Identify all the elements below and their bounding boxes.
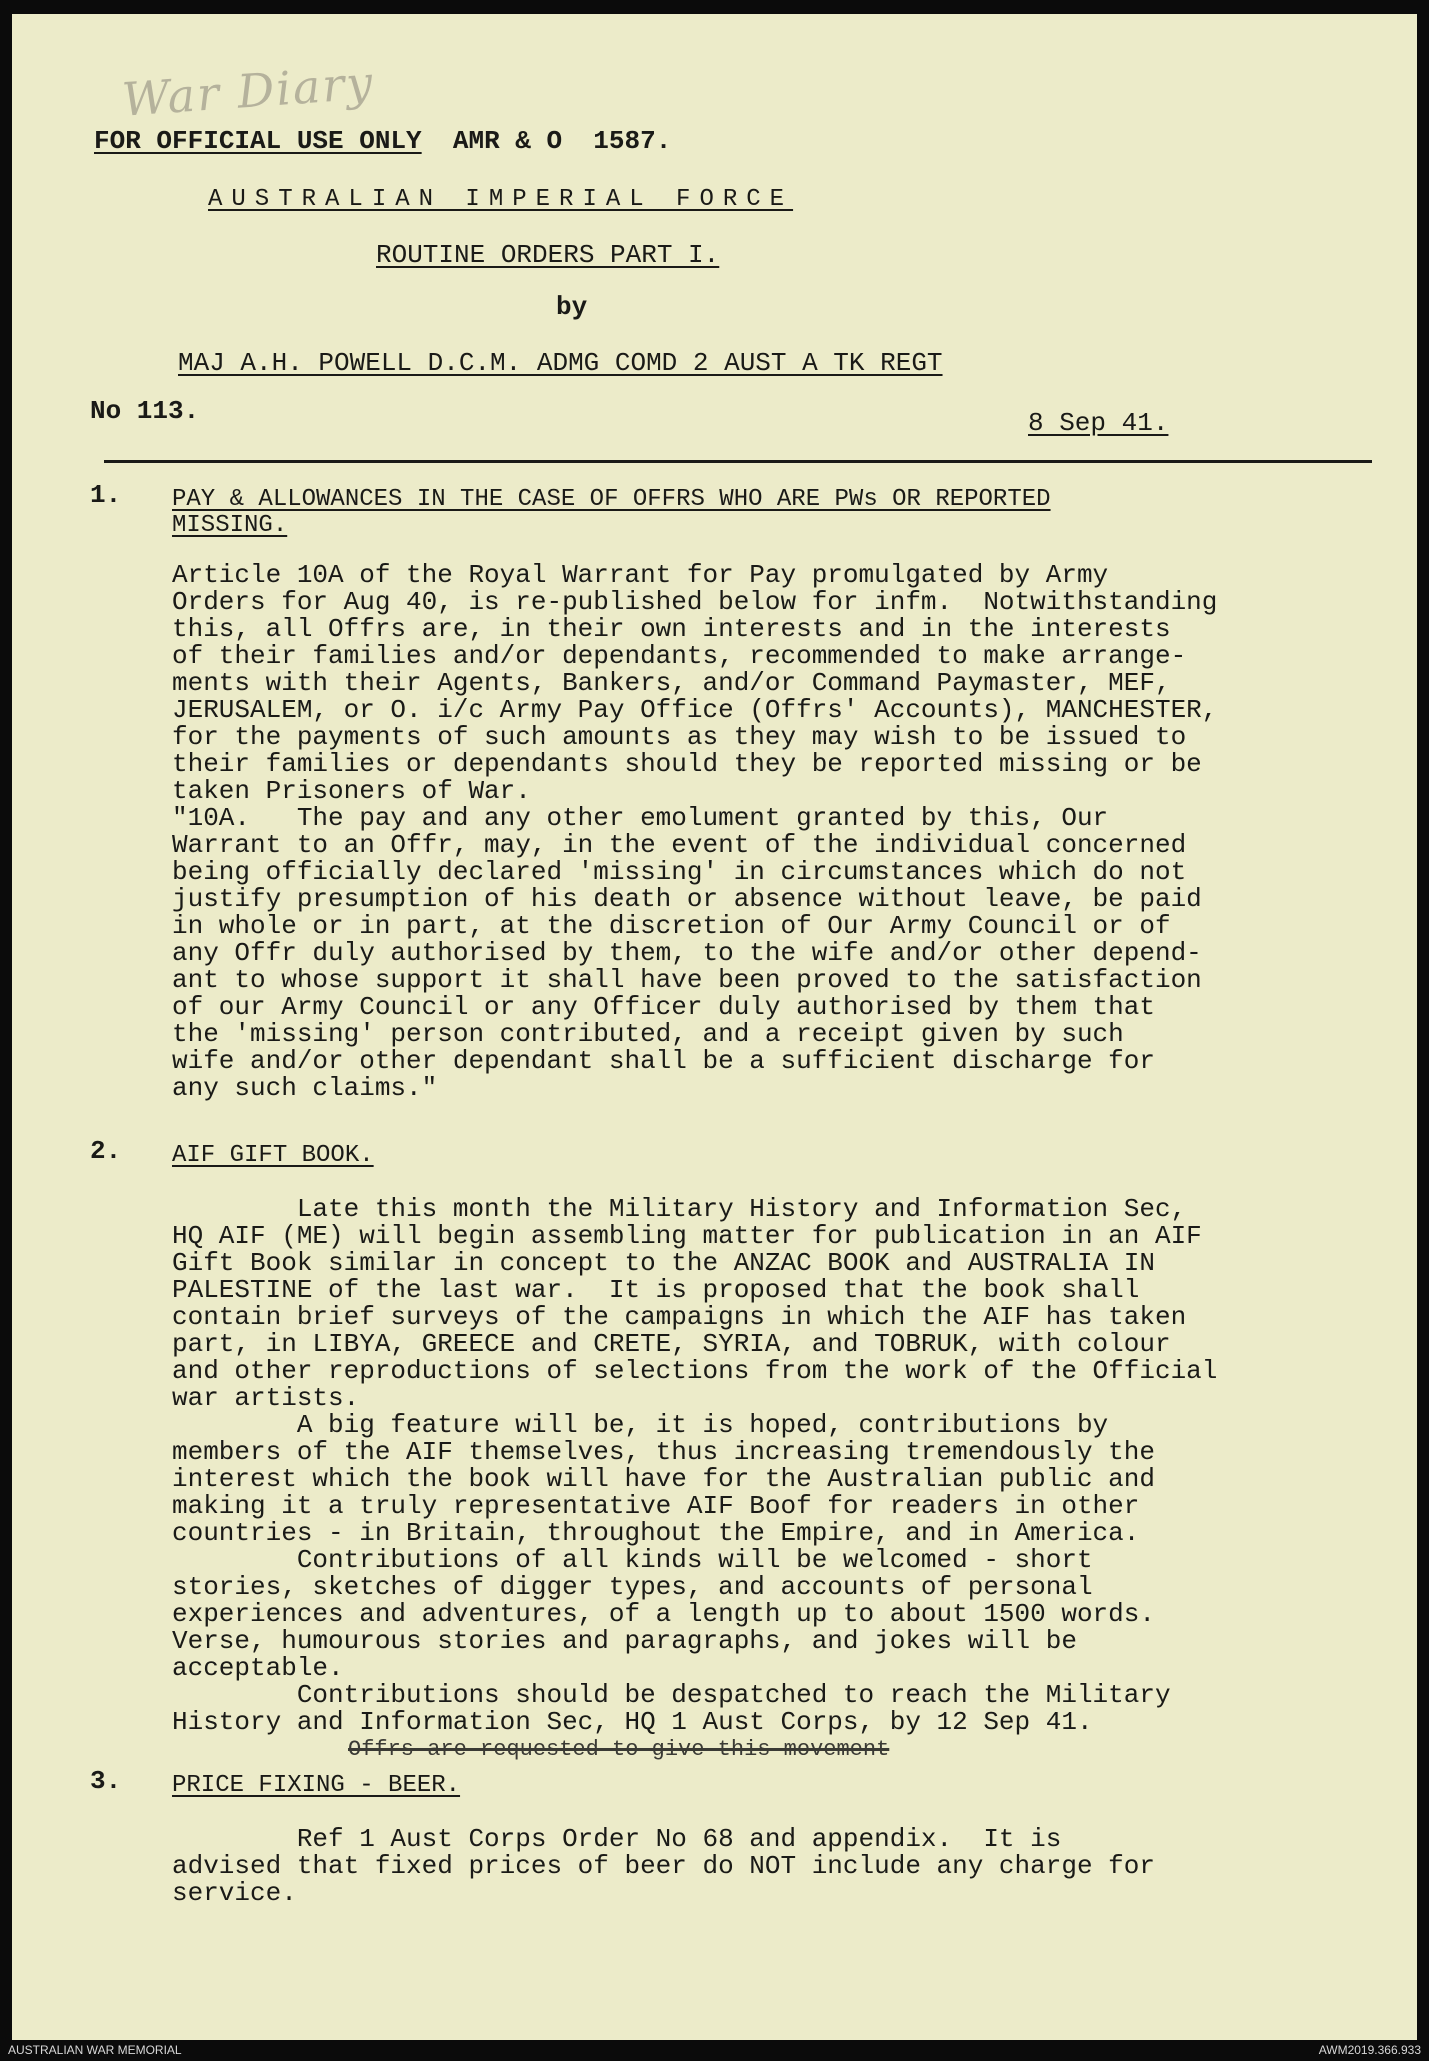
body-line: any such claims." <box>172 1073 438 1103</box>
body-line: Warrant to an Offr, may, in the event of the individual concerned <box>172 830 1187 860</box>
footer-institution: AUSTRALIAN WAR MEMORIAL <box>8 2043 182 2057</box>
body-line: Orders for Aug 40, is re-published below for infm. Notwithstanding <box>172 587 1218 617</box>
body-line: service. <box>172 1878 297 1908</box>
order-number: No 113. <box>90 396 200 426</box>
body-line: of our Army Council or any Officer duly authorised by them that <box>172 992 1155 1022</box>
signatory: MAJ A.H. POWELL D.C.M. ADMG COMD 2 AUST A TK REGT <box>178 348 943 378</box>
body-line: making it a truly representative AIF Boof for readers in other <box>172 1491 1140 1521</box>
section-1-heading-line-2: MISSING. <box>172 512 288 539</box>
body-line: this, all Offrs are, in their own interests and in the interests <box>172 614 1171 644</box>
body-line: Verse, humourous stories and paragraphs, and jokes will be <box>172 1626 1077 1656</box>
body-line: Late this month the Military History and Information Sec, <box>172 1194 1187 1224</box>
body-line: taken Prisoners of War. <box>172 776 531 806</box>
body-line: HQ AIF (ME) will begin assembling matter for publication in an AIF <box>172 1221 1202 1251</box>
by-label: by <box>556 292 588 322</box>
header-security-line <box>94 128 671 155</box>
orders-title: ROUTINE ORDERS PART I. <box>376 240 720 270</box>
footer-accession-number: AWM2019.366.933 <box>1318 2043 1421 2057</box>
body-line: interest which the book will have for the Australian public and <box>172 1464 1155 1494</box>
section-1-number: 1. <box>90 480 122 510</box>
body-line: contain brief surveys of the campaigns in which the AIF has taken <box>172 1302 1187 1332</box>
section-2-number: 2. <box>90 1136 122 1166</box>
body-line: being officially declared 'missing' in circumstances which do not <box>172 857 1187 887</box>
body-line: for the payments of such amounts as they may wish to be issued to <box>172 722 1187 752</box>
body-line: stories, sketches of digger types, and accounts of personal <box>172 1572 1093 1602</box>
section-2-heading: AIF GIFT BOOK. <box>172 1142 374 1169</box>
body-line: A big feature will be, it is hoped, contributions by <box>172 1410 1109 1440</box>
body-line: wife and/or other dependant shall be a sufficient discharge for <box>172 1046 1155 1076</box>
body-line: Contributions should be despatched to reach the Military <box>172 1680 1171 1710</box>
document-sheet <box>12 14 1417 2040</box>
body-line: and other reproductions of selections from the work of the Official <box>172 1356 1218 1386</box>
body-line: PALESTINE of the last war. It is proposed that the book shall <box>172 1275 1140 1305</box>
body-line: Ref 1 Aust Corps Order No 68 and appendix. It is <box>172 1824 1062 1854</box>
body-line: Gift Book similar in concept to the ANZAC BOOK and AUSTRALIA IN <box>172 1248 1155 1278</box>
body-line: History and Information Sec, HQ 1 Aust Corps, by 12 Sep 41. <box>172 1707 1093 1737</box>
body-line: ments with their Agents, Bankers, and/or Command Paymaster, MEF, <box>172 668 1171 698</box>
header-divider <box>104 460 1372 463</box>
force-title: AUSTRALIAN IMPERIAL FORCE <box>208 186 794 213</box>
body-line: advised that fixed prices of beer do NOT include any charge for <box>172 1851 1155 1881</box>
section-3-heading: PRICE FIXING - BEER. <box>172 1772 461 1799</box>
body-line: JERUSALEM, or O. i/c Army Pay Office (Offrs' Accounts), MANCHESTER, <box>172 695 1218 725</box>
body-line: of their families and/or dependants, recommended to make arrange- <box>172 641 1187 671</box>
body-line: part, in LIBYA, GREECE and CRETE, SYRIA, and TOBRUK, with colour <box>172 1329 1171 1359</box>
body-line: countries - in Britain, throughout the Empire, and in America. <box>172 1518 1140 1548</box>
body-line: acceptable. <box>172 1653 344 1683</box>
body-line: justify presumption of his death or absence without leave, be paid <box>172 884 1202 914</box>
section-1-heading-line-1: PAY & ALLOWANCES IN THE CASE OF OFFRS WHO ARE PWs OR REPORTED <box>172 486 1051 513</box>
body-line: ant to whose support it shall have been proved to the satisfaction <box>172 965 1202 995</box>
body-line: the 'missing' person contributed, and a receipt given by such <box>172 1019 1124 1049</box>
body-line: their families or dependants should they be reported missing or be <box>172 749 1202 779</box>
body-line: Article 10A of the Royal Warrant for Pay promulgated by Army <box>172 560 1109 590</box>
reference-number: AMR & O 1587. <box>452 126 672 156</box>
body-line: in whole or in part, at the discretion of Our Army Council or of <box>172 911 1171 941</box>
body-line: experiences and adventures, of a length up to about 1500 words. <box>172 1599 1155 1629</box>
order-date: 8 Sep 41. <box>1028 408 1169 438</box>
body-line: Contributions of all kinds will be welcomed - short <box>172 1545 1093 1575</box>
body-line: any Offr duly authorised by them, to the wife and/or other depend- <box>172 938 1202 968</box>
section-3-number: 3. <box>90 1766 122 1796</box>
body-line: "10A. The pay and any other emolument granted by this, Our <box>172 803 1109 833</box>
struck-out-line: Offrs are requested to give this movement <box>348 1737 890 1762</box>
handwritten-annotation: War Diary <box>120 55 376 127</box>
body-line: war artists. <box>172 1383 360 1413</box>
body-line: members of the AIF themselves, thus increasing tremendously the <box>172 1437 1155 1467</box>
security-label: FOR OFFICIAL USE ONLY <box>94 126 422 156</box>
